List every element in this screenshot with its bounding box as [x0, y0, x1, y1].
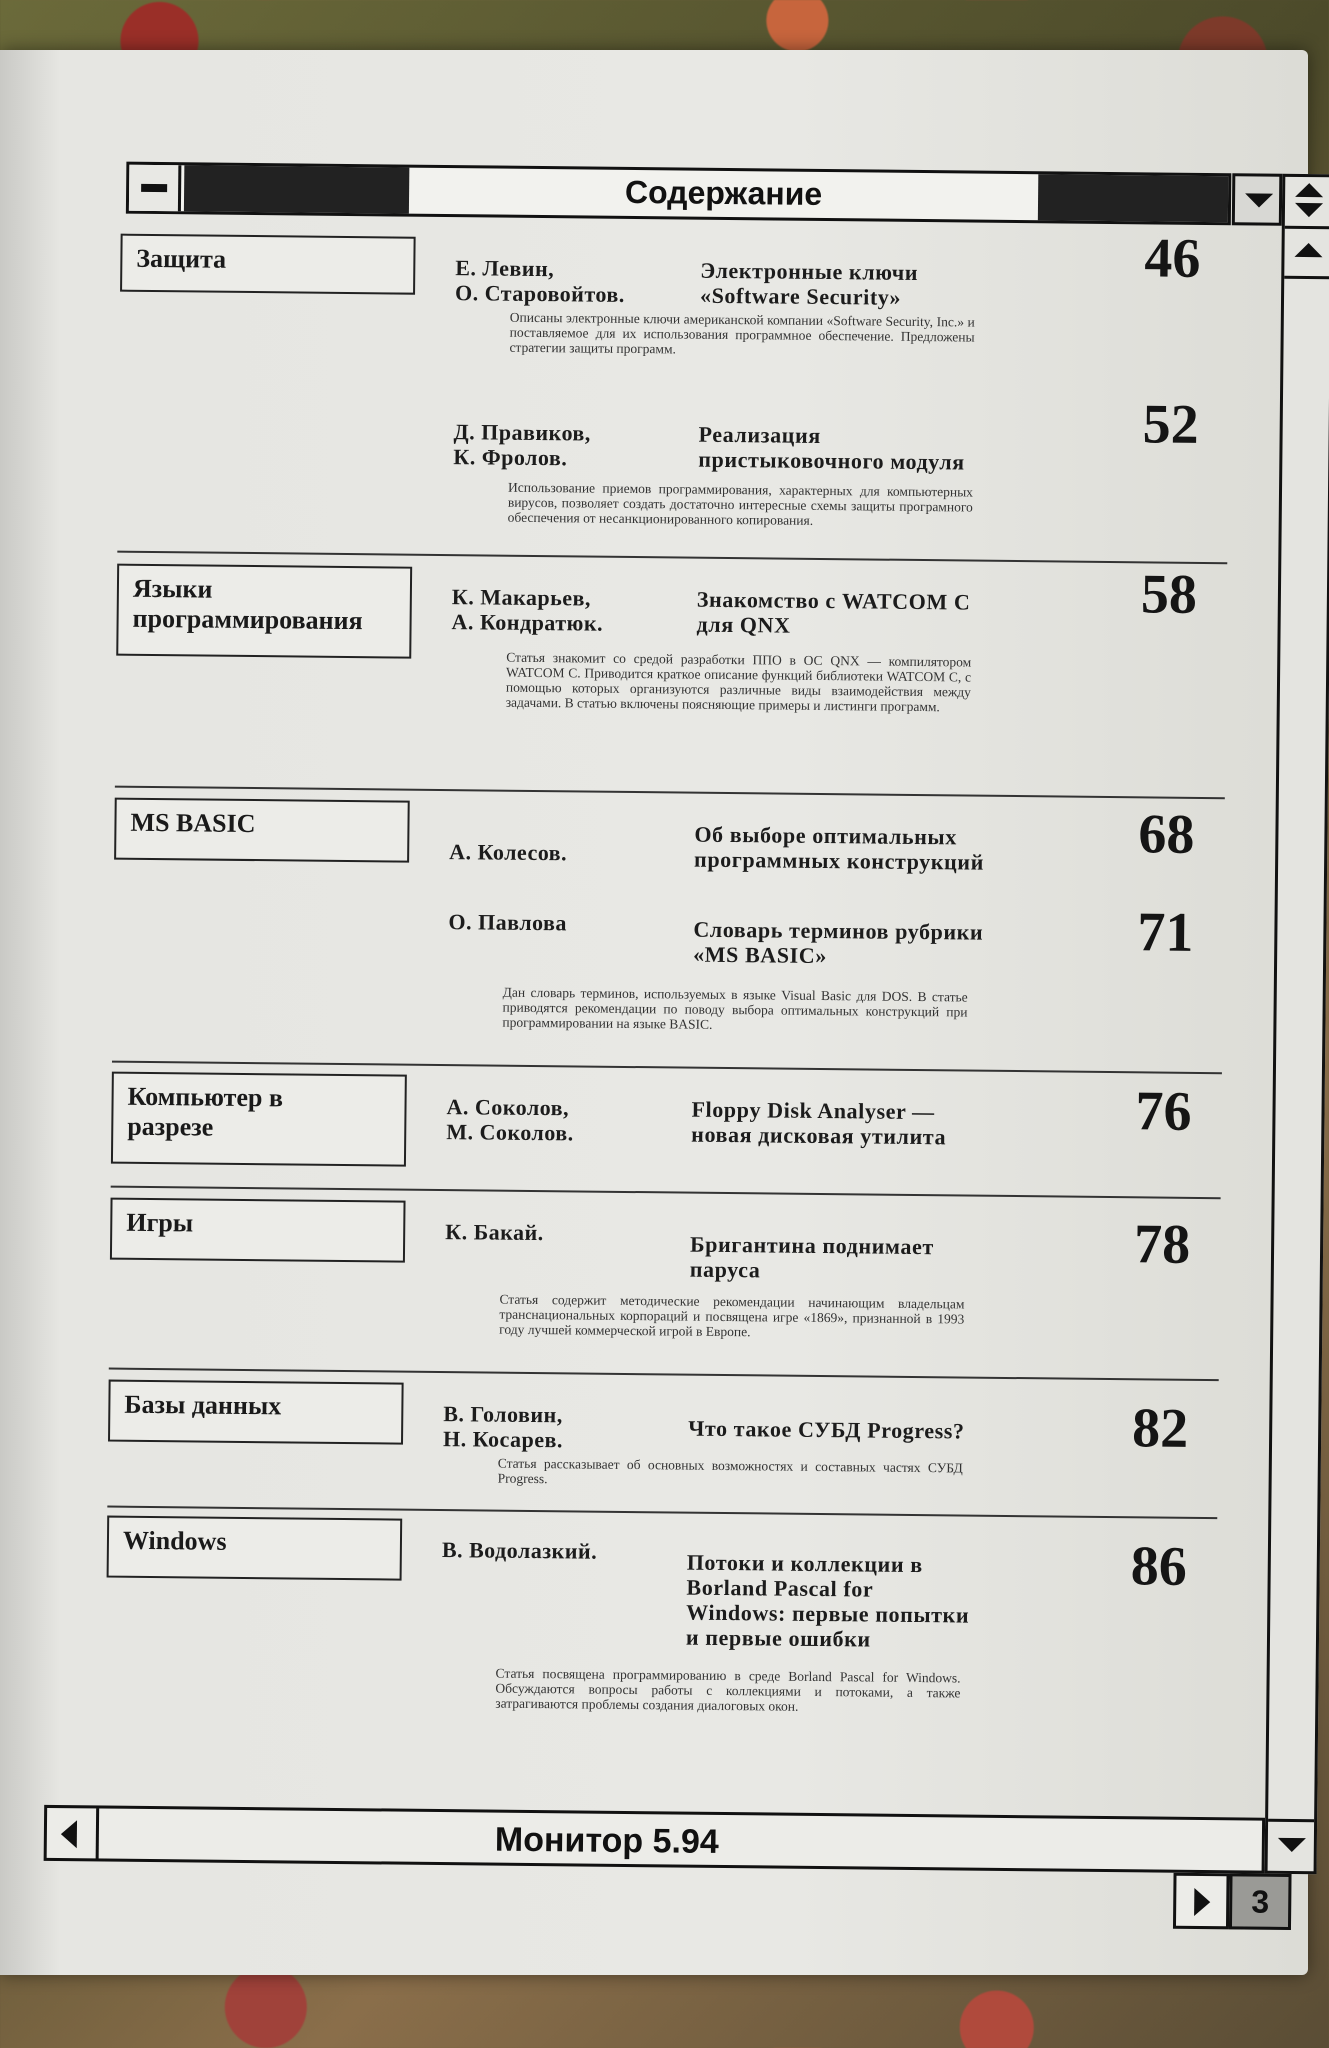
window-frame: [43, 105, 1308, 1973]
article-page-number: 46: [1144, 227, 1201, 290]
article-title: Что такое СУБД Progress?: [688, 1415, 965, 1444]
article-page-number: 68: [1138, 803, 1195, 866]
scroll-down-arrow-icon[interactable]: [1268, 1819, 1315, 1871]
article-abstract: Статья посвящена программированию в среде Borland Pascal for Windows. Обсуждаются вопросы работы с коллекциями и потоками, а также затрагиваются проблемы создания диалоговых окон.: [495, 1665, 961, 1714]
article-abstract: Использование приемов программирования, характерных для компьютерных вирусов, позволяет создать достаточно интересные схемы защиты програмного обеспечения от несанкционированного копирования.: [507, 479, 974, 528]
article-page-number: 52: [1142, 393, 1200, 456]
article-title: Словарь терминов рубрики «MS BASIC»: [693, 916, 984, 969]
article-authors: В. Головин, Н. Косарев.: [442, 1401, 564, 1453]
article-title: Электронные ключи «Software Security»: [699, 257, 919, 310]
article-page-number: 71: [1137, 901, 1194, 964]
article-page-number: 78: [1133, 1213, 1191, 1276]
article-authors: К. Бакай.: [445, 1219, 544, 1246]
page-title: Содержание: [624, 173, 823, 212]
magazine-issue: Монитор 5.94: [494, 1820, 719, 1861]
vertical-scrollbar[interactable]: [1265, 174, 1329, 1874]
section-divider: [109, 1368, 1219, 1382]
section-divider: [115, 786, 1225, 800]
section-divider: [112, 1061, 1222, 1075]
up-down-arrows-icon[interactable]: [1285, 177, 1329, 229]
article-title: Бригантина поднимает паруса: [689, 1231, 934, 1283]
minimize-button[interactable]: [129, 165, 181, 212]
article-authors: Д. Правиков, К. Фролов.: [453, 419, 591, 471]
section-label-ms-basic: MS BASIC: [114, 798, 410, 863]
magazine-page: [0, 50, 1308, 1975]
article-abstract: Статья знакомит со средой разработки ППО в ОС QNX — компилятором WATCOM C. Приводится краткое описание функций библиотеки WATCOM C, с помощью которых организуются различные виды взаимодействия между задачами. В статью включены поясняющие примеры и листинги программ.: [505, 649, 972, 715]
article-title: Floppy Disk Analyser — новая дисковая утилита: [691, 1096, 947, 1150]
article-authors: В. Водолазкий.: [441, 1537, 598, 1564]
article-page-number: 58: [1140, 563, 1198, 626]
article-abstract: Дан словарь терминов, используемых в языке Visual Basic для DOS. В статье приводятся рекомендации по поводу выбора оптимальных конструкций при программировании на языке BASIC.: [502, 984, 968, 1032]
section-label-computer-inside: Компьютер в разрезе: [111, 1072, 407, 1167]
previous-page-arrow-icon[interactable]: [47, 1808, 100, 1859]
article-authors: А. Колесов.: [449, 839, 568, 866]
section-label-databases: Базы данных: [108, 1380, 404, 1445]
section-divider: [117, 551, 1227, 565]
scroll-up-arrow-icon[interactable]: [1284, 229, 1329, 279]
article-authors: Е. Левин, О. Старовойтов.: [454, 255, 625, 307]
article-title: Потоки и коллекции в Borland Pascal for Windows: первые попытки и первые ошибки: [685, 1549, 970, 1652]
article-page-number: 76: [1135, 1080, 1192, 1143]
article-abstract: Статья содержит методические рекомендации начинающим владельцам транснациональных корпораций и посвящена игре «1869», признанной в 1993 году лучшей коммерческой игрой в Европе.: [499, 1291, 965, 1340]
section-label-protection: Защита: [120, 234, 416, 295]
dropdown-arrow-button[interactable]: [1232, 173, 1283, 226]
bottom-bar: [44, 1805, 1266, 1874]
section-divider: [111, 1186, 1221, 1200]
article-abstract: Описаны электронные ключи американской компании «Software Security, Inc.» и поставляемое для их использования программное обеспечение. Предложены стратегии защиты программ.: [509, 309, 975, 357]
article-page-number: 82: [1131, 1397, 1189, 1460]
title-bar: [126, 162, 1231, 226]
title-bar-fill-left: [184, 165, 409, 213]
article-title: Реализация пристыковочного модуля: [698, 421, 965, 475]
article-authors: К. Макарьев, А. Кондратюк.: [451, 584, 604, 636]
minus-icon: [141, 184, 167, 192]
page-number: 3: [1229, 1873, 1292, 1930]
article-authors: А. Соколов, М. Соколов.: [446, 1094, 574, 1146]
section-label-games: Игры: [110, 1198, 406, 1263]
article-title: Об выборе оптимальных программных конструкций: [694, 821, 985, 875]
article-abstract: Статья рассказывает об основных возможностях и составных частях СУБД Progress.: [497, 1455, 963, 1487]
article-page-number: 86: [1130, 1535, 1188, 1598]
section-label-windows: Windows: [107, 1516, 403, 1581]
article-title: Знакомство с WATCOM C для QNX: [696, 586, 971, 638]
section-label-programming-languages: Языки программирования: [116, 564, 412, 659]
title-bar-fill-right: [1038, 174, 1228, 222]
next-page-arrow-icon[interactable]: [1173, 1873, 1230, 1930]
article-authors: О. Павлова: [448, 909, 568, 936]
